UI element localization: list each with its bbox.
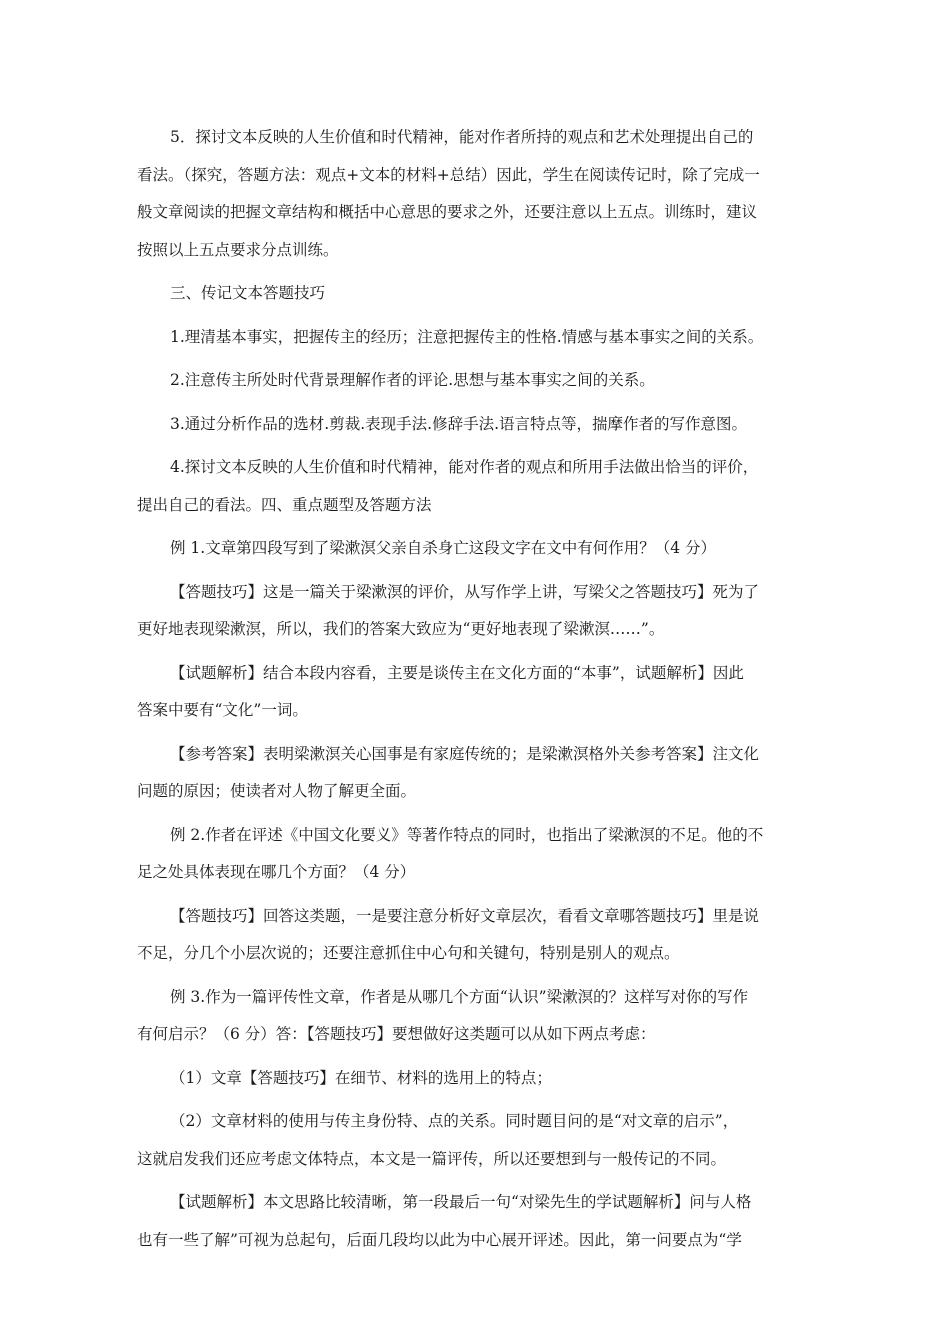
paragraph bbox=[137, 1103, 813, 1178]
text-line: 足之处具体表现在哪几个方面？（4 分） bbox=[137, 863, 416, 881]
paragraph bbox=[137, 736, 813, 811]
paragraph bbox=[137, 655, 813, 730]
text-line: 问题的原因；使读者对人物了解更全面。 bbox=[137, 782, 417, 800]
paragraph bbox=[137, 319, 813, 357]
text-line: 【答题技巧】这是一篇关于梁漱溟的评价，从写作学上讲，写梁父之答题技巧】死为了 bbox=[170, 582, 760, 601]
text-line: 例 1.文章第四段写到了梁漱溟父亲自杀身亡这段文字在文中有何作用？（4 分） bbox=[170, 539, 717, 557]
text-line: 【参考答案】表明梁漱溟关心国事是有家庭传统的；是梁漱溟格外关参考答案】注文化 bbox=[170, 744, 760, 763]
paragraph bbox=[137, 449, 813, 524]
text-line: 【试题解析】结合本段内容看，主要是谈传主在文化方面的“本事”，试题解析】因此 bbox=[170, 663, 744, 682]
text-line: 看法。（探究，答题方法：观点+文本的材料+总结）因此，学生在阅读传记时，除了完成一 bbox=[137, 165, 760, 184]
paragraph bbox=[137, 406, 813, 444]
text-line: 按照以上五点要求分点训练。 bbox=[137, 240, 339, 259]
paragraph bbox=[137, 898, 813, 973]
text-line: 也有一些了解”可视为总起句，后面几段均以此为中心展开评述。因此，第一问要点为“学 bbox=[137, 1230, 742, 1249]
paragraph bbox=[137, 1184, 813, 1259]
text-line: 例 3.作为一篇评传性文章，作者是从哪几个方面“认识”梁漱溟的？这样写对你的写作 bbox=[170, 987, 749, 1006]
text-line: 这就启发我们还应考虑文体特点，本文是一篇评传，所以还要想到与一般传记的不同。 bbox=[137, 1149, 727, 1168]
text-line: 3.通过分析作品的选材.剪裁.表现手法.修辞手法.语言特点等，揣摩作者的写作意图。 bbox=[170, 414, 747, 433]
text-line: 例 2.作者在评述《中国文化要义》等著作特点的同时，也指出了梁漱溟的不足。他的不 bbox=[170, 825, 764, 844]
text-line: （1）文章【答题技巧】在细节、材料的选用上的特点； bbox=[170, 1068, 552, 1087]
text-line: 【答题技巧】回答这类题，一是要注意分析好文章层次，看看文章哪答题技巧】里是说 bbox=[170, 906, 760, 925]
text-line: 4.探讨文本反映的人生价值和时代精神，能对作者的观点和所用手法做出恰当的评价， bbox=[170, 458, 759, 476]
text-line: 答案中要有“文化”一词。 bbox=[137, 701, 308, 719]
text-line: 般文章阅读的把握文章结构和概括中心意思的要求之外，还要注意以上五点。训练时，建议 bbox=[137, 203, 758, 221]
text-line: （2）文章材料的使用与传主身份特、点的关系。同时题目问的是“对文章的启示”， bbox=[170, 1112, 739, 1130]
text-line: 1.理清基本事实，把握传主的经历；注意把握传主的性格.情感与基本事实之间的关系。 bbox=[170, 327, 764, 346]
text-line: 有何启示？（6 分）答：【答题技巧】要想做好这类题可以从如下两点考虑： bbox=[137, 1025, 656, 1043]
text-line: 不足，分几个小层次说的；还要注意抓住中心句和关键句，特别是别人的观点。 bbox=[137, 944, 680, 962]
text-line: 更好地表现梁漱溟，所以，我们的答案大致应为“更好地表现了梁漱溟……”。 bbox=[137, 620, 665, 638]
paragraph bbox=[137, 530, 813, 568]
paragraph bbox=[137, 979, 813, 1054]
text-line: 2.注意传主所处时代背景理解作者的评论.思想与基本事实之间的关系。 bbox=[170, 371, 655, 389]
text-line: 提出自己的看法。四、重点题型及答题方法 bbox=[137, 495, 432, 514]
document-body bbox=[137, 119, 813, 1265]
paragraph bbox=[137, 817, 813, 892]
paragraph bbox=[137, 119, 813, 269]
paragraph bbox=[137, 1060, 813, 1098]
text-line: 5．探讨文本反映的人生价值和时代精神，能对作者所持的观点和艺术处理提出自己的 bbox=[170, 128, 754, 146]
paragraph bbox=[137, 275, 813, 313]
paragraph bbox=[137, 362, 813, 400]
paragraph bbox=[137, 574, 813, 649]
text-line: 三、传记文本答题技巧 bbox=[170, 284, 326, 302]
text-line: 【试题解析】本文思路比较清晰，第一段最后一句“对梁先生的学试题解析】问与人格 bbox=[170, 1193, 752, 1211]
